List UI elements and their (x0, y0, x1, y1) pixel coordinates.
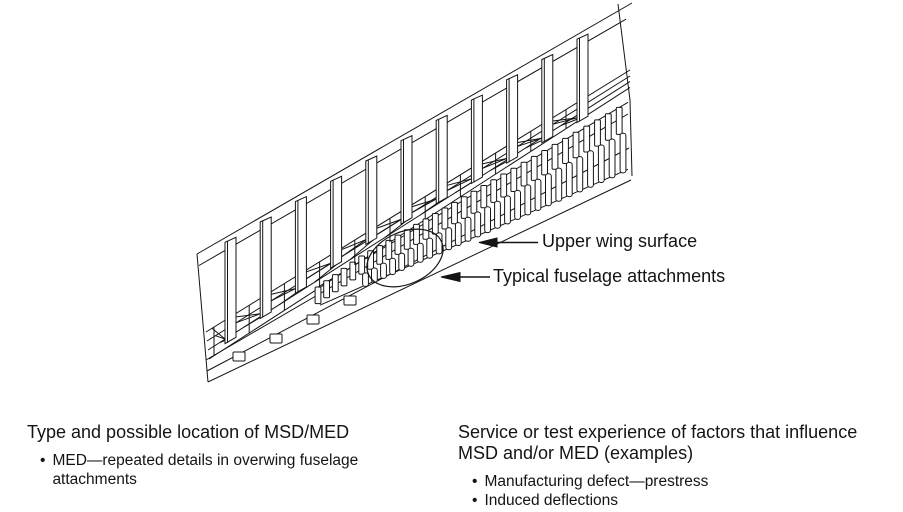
service-experience-block (458, 422, 903, 510)
upper-wing-surface-label: Upper wing surface (542, 231, 698, 251)
heading-line: MSD and/or MED (examples) (458, 443, 694, 463)
list-item (40, 451, 427, 489)
msd-med-location-block (27, 422, 427, 489)
bullet-icon: • (472, 492, 478, 509)
right-block-bullets (472, 472, 903, 510)
bullet-icon: • (472, 473, 478, 490)
right-block-heading (458, 422, 903, 464)
bullet-text: Manufacturing defect—prestress (484, 473, 709, 490)
bullet-text (52, 451, 358, 489)
bullet-icon: • (40, 452, 46, 469)
bullet-line: MED—repeated details in overwing fuselage (52, 452, 359, 469)
list-item (472, 491, 903, 510)
left-block-bullets (40, 451, 427, 489)
bullet-line: attachments (52, 471, 137, 488)
bullet-text: Induced deflections (484, 492, 619, 509)
list-item (472, 472, 903, 491)
typical-fuselage-attachments-label: Typical fuselage attachments (493, 266, 726, 286)
heading-line: Service or test experience of factors that influence (458, 422, 858, 442)
left-block-heading: Type and possible location of MSD/MED (27, 422, 350, 442)
